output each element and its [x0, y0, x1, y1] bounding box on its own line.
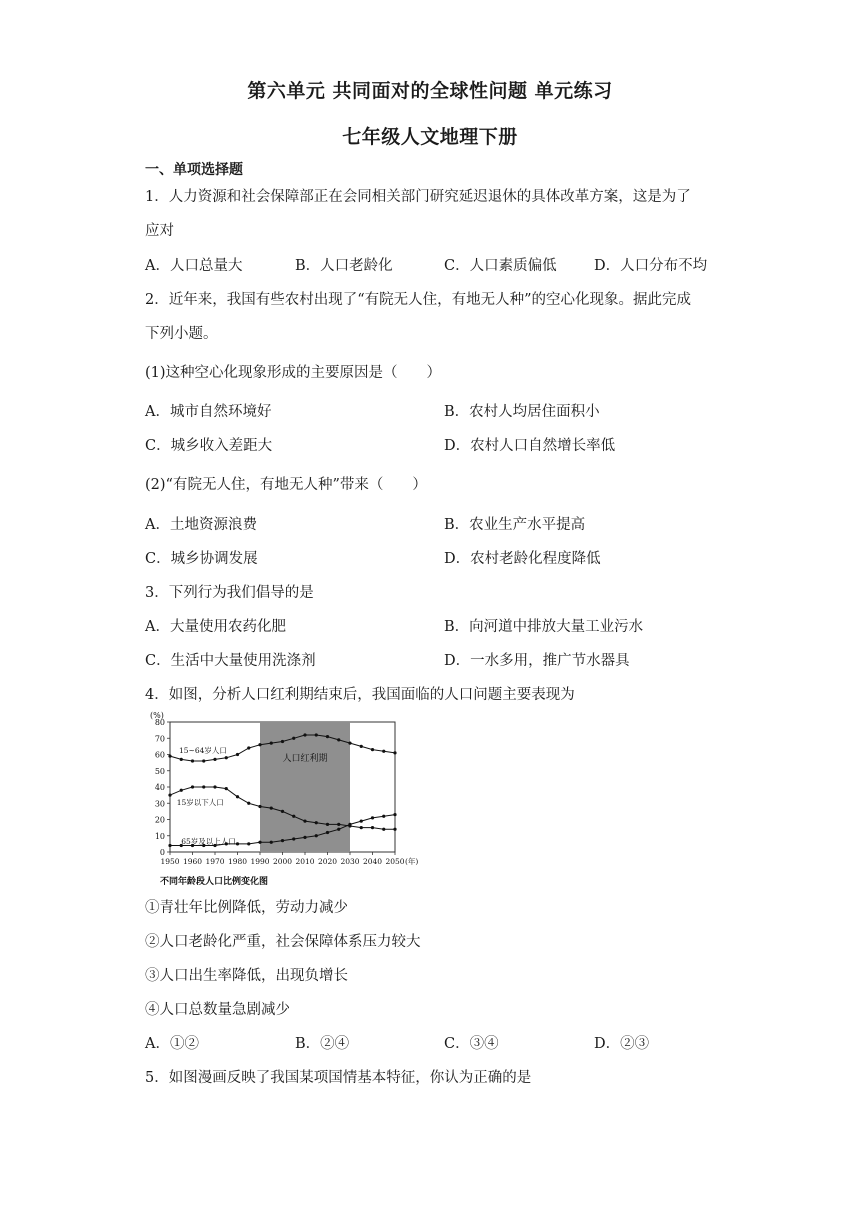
q1-stem-line1: 1．人力资源和社会保障部正在会同相关部门研究延迟退休的具体改革方案，这是为了	[145, 189, 691, 205]
data-point	[247, 802, 250, 805]
y-tick-label: 0	[159, 848, 165, 857]
data-point	[180, 789, 183, 792]
q2-sub1-option-a[interactable]: A．城市自然环境好	[145, 404, 272, 420]
data-point	[382, 815, 385, 818]
data-point	[360, 826, 363, 829]
data-point	[382, 750, 385, 753]
data-point	[281, 740, 284, 743]
data-point	[270, 841, 273, 844]
data-point	[382, 828, 385, 831]
data-point	[348, 742, 351, 745]
q1-option-a[interactable]: A．人口总量大	[145, 258, 243, 274]
data-point	[270, 807, 273, 810]
x-axis-label: (年)	[405, 857, 419, 866]
q4-statement-3: ③人口出生率降低，出现负增长	[145, 968, 348, 984]
section-title: 一、单项选择题	[145, 162, 243, 178]
y-tick-label: 70	[154, 734, 165, 744]
q2-sub1-option-d[interactable]: D．农村人口自然增长率低	[444, 438, 616, 454]
data-point	[247, 842, 250, 845]
q2-sub2-option-a[interactable]: A．土地资源浪费	[145, 517, 257, 533]
data-point	[247, 746, 250, 749]
y-axis-label: (%)	[150, 711, 164, 720]
y-tick-label: 10	[154, 831, 165, 841]
q2-sub2-option-d[interactable]: D．农村老龄化程度降低	[444, 551, 601, 567]
q3-option-a[interactable]: A．大量使用农药化肥	[145, 619, 286, 635]
q2-stem-line1: 2．近年来，我国有些农村出现了“有院无人住，有地无人种”的空心化现象。据此完成	[145, 292, 692, 308]
data-point	[292, 737, 295, 740]
data-point	[191, 759, 194, 762]
data-point	[348, 823, 351, 826]
x-tick-label: 1970	[205, 857, 225, 866]
q4-statement-4: ④人口总数量急剧减少	[145, 1002, 290, 1018]
q4-statement-1: ①青壮年比例降低，劳动力减少	[145, 900, 348, 916]
x-tick-label: 2010	[295, 857, 315, 866]
data-point	[236, 842, 239, 845]
data-point	[258, 805, 261, 808]
data-point	[371, 816, 374, 819]
y-tick-label: 30	[154, 799, 165, 809]
data-point	[281, 839, 284, 842]
population-chart	[140, 708, 420, 888]
data-point	[371, 748, 374, 751]
x-tick-label: 1960	[182, 857, 203, 866]
data-point	[337, 828, 340, 831]
chart-title: 不同年龄段人口比例变化图	[160, 877, 269, 887]
data-point	[180, 758, 183, 761]
data-point	[292, 837, 295, 840]
data-point	[326, 831, 329, 834]
y-tick-label: 40	[154, 783, 165, 792]
x-tick-label: 2000	[272, 857, 293, 866]
q4-option-a[interactable]: A．①②	[145, 1036, 199, 1052]
y-tick-label: 50	[154, 766, 165, 776]
data-point	[303, 836, 306, 839]
series-label-2: 65岁及以上人口	[181, 836, 236, 846]
data-point	[202, 759, 205, 762]
x-axis-ticks	[160, 852, 418, 866]
data-point	[360, 820, 363, 823]
series-label-1: 15岁以下人口	[176, 797, 224, 807]
q3-option-d[interactable]: D．一水多用，推广节水器具	[444, 653, 630, 669]
data-point	[292, 815, 295, 818]
page-subtitle: 七年级人文地理下册	[342, 126, 518, 148]
data-point	[213, 785, 216, 788]
data-point	[258, 841, 261, 844]
data-point	[270, 742, 273, 745]
data-point	[213, 758, 216, 761]
data-point	[225, 787, 228, 790]
data-point	[393, 813, 396, 816]
q4-option-b[interactable]: B．②④	[295, 1036, 350, 1052]
data-point	[326, 823, 329, 826]
data-point	[168, 755, 171, 758]
data-point	[191, 785, 194, 788]
q2-sub1-option-b[interactable]: B．农村人均居住面积小	[444, 404, 600, 420]
x-tick-label: 2030	[340, 857, 360, 866]
data-point	[202, 785, 205, 788]
q3-option-b[interactable]: B．向河道中排放大量工业污水	[444, 619, 644, 635]
data-point	[236, 753, 239, 756]
q1-option-c[interactable]: C．人口素质偏低	[444, 258, 557, 274]
data-point	[337, 738, 340, 741]
page-title: 第六单元 共同面对的全球性问题 单元练习	[247, 80, 613, 102]
y-tick-label: 60	[154, 750, 165, 760]
dividend-period-label: 人口红利期	[282, 754, 328, 764]
x-tick-label: 2020	[317, 857, 338, 866]
x-tick-label: 2050	[385, 857, 405, 866]
q2-sub2-stem: (2)“有院无人住，有地无人种”带来（ ）	[145, 477, 427, 493]
x-tick-label: 1990	[250, 857, 270, 866]
data-point	[360, 745, 363, 748]
q1-option-d[interactable]: D．人口分布不均	[594, 258, 708, 274]
data-point	[258, 743, 261, 746]
data-point	[168, 794, 171, 797]
data-point	[168, 844, 171, 847]
data-point	[303, 820, 306, 823]
data-point	[315, 834, 318, 837]
q3-option-c[interactable]: C．生活中大量使用洗涤剂	[145, 653, 316, 669]
data-point	[371, 826, 374, 829]
q2-sub1-option-c[interactable]: C．城乡收入差距大	[145, 438, 273, 454]
q5-stem: 5．如图漫画反映了我国某项国情基本特征，你认为正确的是	[145, 1070, 532, 1086]
q2-sub2-option-b[interactable]: B．农业生产水平提高	[444, 517, 586, 533]
q4-option-c[interactable]: C．③④	[444, 1036, 499, 1052]
data-point	[315, 821, 318, 824]
data-point	[326, 735, 329, 738]
x-tick-label: 1980	[227, 857, 248, 866]
q2-stem-line2: 下列小题。	[145, 326, 218, 342]
q1-stem-line2: 应对	[145, 223, 174, 239]
data-point	[225, 756, 228, 759]
q2-sub2-option-c[interactable]: C．城乡协调发展	[145, 551, 258, 567]
q2-sub1-stem: (1)这种空心化现象形成的主要原因是（ ）	[145, 365, 442, 381]
y-axis-ticks	[155, 718, 170, 857]
q4-stem: 4．如图，分析人口红利期结束后，我国面临的人口问题主要表现为	[145, 687, 575, 703]
x-tick-label: 2040	[362, 857, 383, 866]
data-point	[393, 828, 396, 831]
q4-option-d[interactable]: D．②③	[594, 1036, 650, 1052]
dividend-period-shading	[260, 722, 350, 852]
data-point	[281, 810, 284, 813]
q4-statement-2: ②人口老龄化严重，社会保障体系压力较大	[145, 934, 421, 950]
q3-stem: 3．下列行为我们倡导的是	[145, 585, 314, 601]
series-label-0: 15~64岁人口	[179, 745, 227, 755]
data-point	[315, 733, 318, 736]
q1-option-b[interactable]: B．人口老龄化	[295, 258, 393, 274]
y-tick-label: 20	[154, 815, 165, 825]
data-point	[393, 751, 396, 754]
y-tick-label: 80	[154, 718, 165, 727]
data-point	[236, 795, 239, 798]
x-tick-label: 1950	[160, 857, 180, 866]
data-point	[337, 823, 340, 826]
data-point	[303, 733, 306, 736]
